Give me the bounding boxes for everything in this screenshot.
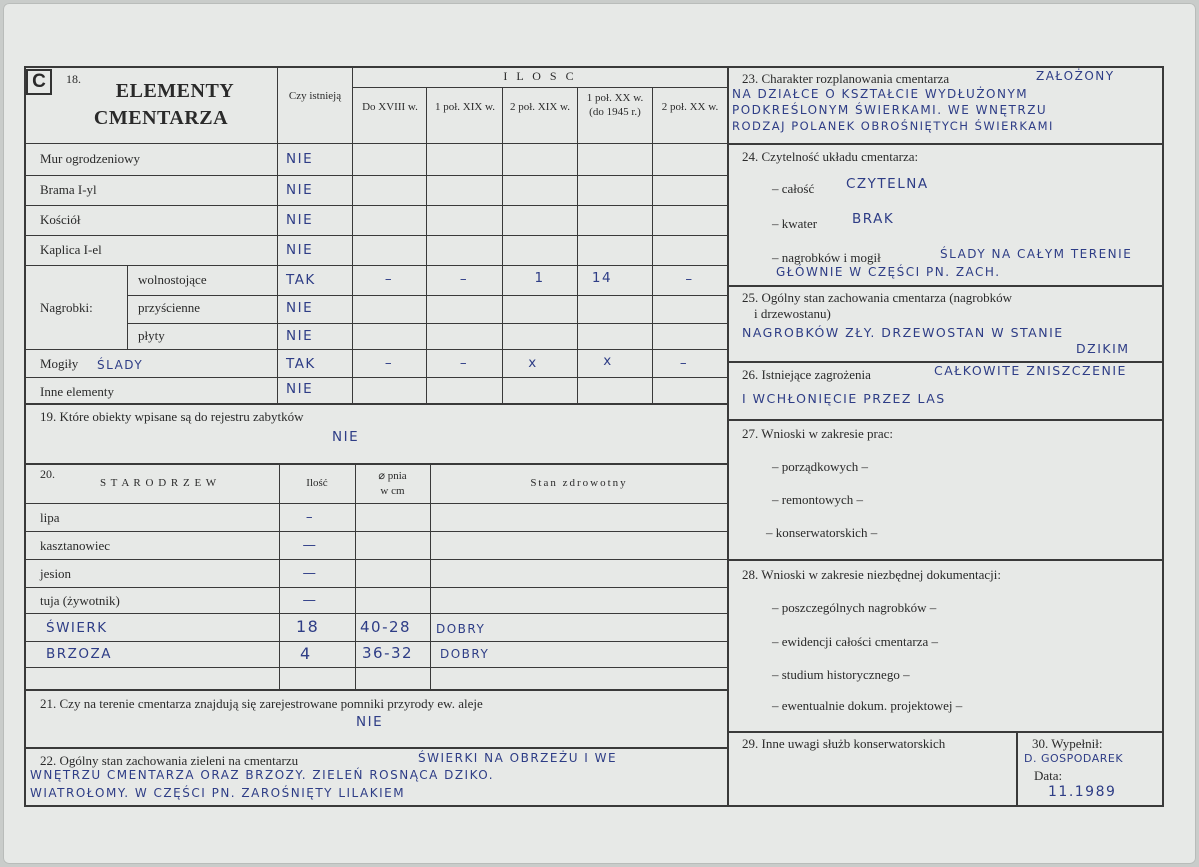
section-18-title: ELEMENTY — [115, 80, 235, 102]
tree-count: — — [302, 565, 318, 581]
section-22-text: WIATROŁOMY. W CZĘŚCI PN. ZAROŚNIĘTY LILAKIEM — [30, 786, 406, 800]
tree-count: – — [305, 509, 315, 525]
section-30-label: 30. Wypełnił: — [1032, 736, 1103, 751]
tree-name: ŚWIERK — [46, 620, 108, 636]
section-29-label: 29. Inne uwagi służb konserwatorskich — [742, 736, 946, 751]
legibility-value: GŁÓWNIE W CZĘŚCI PN. ZACH. — [776, 265, 1001, 279]
inne-exists: NIE — [286, 381, 314, 397]
section-22-label: 22. Ogólny stan zachowania zieleni na cmentarzu — [40, 753, 299, 768]
tree-diameter: 40-28 — [360, 618, 412, 636]
section-18-number: 18. — [66, 72, 81, 86]
element-label: Brama I-yl — [40, 182, 97, 197]
legibility-label: – nagrobków i mogił — [772, 250, 881, 265]
period-header: 2 poł. XX w. — [661, 101, 719, 113]
legibility-value: ŚLADY NA CAŁYM TERENIE — [940, 247, 1133, 261]
section-25-label: i drzewostanu) — [754, 306, 831, 321]
mogily-value: – — [679, 355, 689, 371]
period-header: Do XVIII w. — [362, 101, 418, 113]
period-header: 1 poł. XIX w. — [434, 101, 496, 113]
col-ilosc-header: I L O S C — [503, 69, 577, 83]
mogily-value: x — [528, 355, 538, 371]
nagrobki-type: płyty — [138, 328, 165, 343]
docs-item: – poszczególnych nagrobków – — [772, 600, 937, 615]
section-21-value: NIE — [356, 714, 384, 730]
mogily-value: x — [603, 353, 613, 369]
legibility-label: – kwater — [772, 216, 818, 231]
legibility-value: BRAK — [852, 211, 895, 227]
section-23-text: RODZAJ POLANEK OBROŚNIĘTYCH ŚWIERKAMI — [732, 119, 1054, 133]
works-item: – remontowych – — [772, 492, 863, 507]
element-exists: NIE — [286, 151, 314, 167]
nagrobki-type: przyścienne — [138, 300, 201, 315]
section-25-value: NAGROBKÓW ZŁY. DRZEWOSTAN W STANIE — [742, 325, 1064, 340]
element-exists: NIE — [286, 182, 314, 198]
section-23-text: ZAŁOŻONY — [1036, 69, 1115, 83]
element-exists: NIE — [286, 242, 314, 258]
works-item: – porządkowych – — [772, 459, 869, 474]
form-letter-box: C — [26, 69, 52, 95]
section-23-text: PODKREŚLONYM ŚWIERKAMI. WE WNĘTRZU — [732, 103, 1048, 117]
element-exists: NIE — [286, 212, 314, 228]
mogily-value: – — [384, 355, 394, 371]
nagrobki-value: – — [384, 271, 394, 287]
tree-name: kasztanowiec — [40, 538, 111, 553]
nagrobki-exists: TAK — [286, 272, 316, 288]
nagrobki-value: 14 — [591, 270, 613, 286]
element-label: Mur ogrodzeniowy — [40, 151, 141, 166]
legibility-value: CZYTELNA — [846, 176, 929, 192]
tree-health: DOBRY — [440, 647, 490, 661]
nagrobki-value: 1 — [534, 270, 545, 286]
mogily-label: Mogiły — [40, 356, 79, 371]
section-19-value: NIE — [332, 429, 360, 445]
filled-date: 11.1989 — [1048, 784, 1117, 800]
tree-count: — — [302, 592, 318, 608]
nagrobki-label: Nagrobki: — [40, 300, 93, 315]
section-27-label: 27. Wnioski w zakresie prac: — [742, 426, 894, 441]
section-25-value: DZIKIM — [1076, 341, 1130, 356]
section-20-number: 20. — [40, 467, 55, 481]
legibility-label: – całość — [772, 181, 815, 196]
section-19-label: 19. Które obiekty wpisane są do rejestru zabytków — [40, 409, 304, 424]
tree-diameter-header: w cm — [380, 485, 405, 497]
section-18-title-2: CMENTARZA — [93, 107, 229, 129]
filled-by-name: D. GOSPODAREK — [1024, 752, 1124, 765]
date-label: Data: — [1034, 768, 1063, 783]
mogily-note: ŚLADY — [97, 358, 144, 372]
inne-label: Inne elementy — [40, 384, 114, 399]
nagrobki-exists: NIE — [286, 300, 314, 316]
section-22-text: ŚWIERKI NA OBRZEŻU I WE — [418, 751, 618, 765]
section-24-label: 24. Czytelność układu cmentarza: — [742, 149, 919, 164]
nagrobki-value: – — [459, 271, 469, 287]
section-20-title: S T A R O D R Z E W — [100, 477, 218, 489]
tree-count: 18 — [296, 617, 320, 636]
tree-count: 4 — [300, 644, 312, 663]
section-23-label: 23. Charakter rozplanowania cmentarza — [742, 71, 950, 86]
docs-item: – studium historycznego – — [772, 667, 910, 682]
section-26-value: I WCHŁONIĘCIE PRZEZ LAS — [742, 391, 946, 406]
element-label: Kościół — [40, 212, 81, 227]
section-22-text: WNĘTRZU CMENTARZA ORAZ BRZOZY. ZIELEŃ ROSNĄCA DZIKO. — [30, 768, 495, 782]
docs-item: – ewidencji całości cmentarza – — [772, 634, 939, 649]
nagrobki-exists: NIE — [286, 328, 314, 344]
section-26-value: CAŁKOWITE ZNISZCZENIE — [934, 363, 1127, 378]
tree-health-header: Stan zdrowotny — [530, 477, 628, 489]
section-26-label: 26. Istniejące zagrożenia — [742, 367, 871, 382]
section-21-label: 21. Czy na terenie cmentarza znajdują się zarejestrowane pomniki przyrody ew. aleje — [40, 696, 483, 711]
nagrobki-type: wolnostojące — [138, 272, 207, 287]
tree-count: — — [302, 537, 318, 553]
tree-health: DOBRY — [436, 622, 486, 636]
mogily-value: – — [459, 355, 469, 371]
col-exists-header: Czy istnieją — [288, 90, 342, 102]
tree-count-header: Ilość — [306, 477, 328, 489]
section-28-label: 28. Wnioski w zakresie niezbędnej dokumentacji: — [742, 567, 1001, 582]
section-25-label: 25. Ogólny stan zachowania cmentarza (nagrobków — [742, 290, 1013, 305]
element-label: Kaplica I-el — [40, 242, 102, 257]
tree-name: tuja (żywotnik) — [40, 593, 120, 608]
mogily-exists: TAK — [286, 356, 316, 372]
section-23-text: NA DZIAŁCE O KSZTAŁCIE WYDŁUŻONYM — [732, 87, 1029, 101]
docs-item: – ewentualnie dokum. projektowej – — [772, 698, 963, 713]
period-header: 2 poł. XIX w. — [509, 101, 571, 113]
tree-diameter-header: ⌀ pnia — [378, 470, 407, 482]
works-item: – konserwatorskich – — [766, 525, 878, 540]
tree-name: jesion — [40, 566, 72, 581]
tree-name: lipa — [40, 510, 60, 525]
tree-diameter: 36-32 — [362, 644, 414, 662]
period-header: 1 poł. XX w. (do 1945 r.) — [586, 92, 644, 119]
nagrobki-value: – — [685, 271, 694, 287]
tree-name: BRZOZA — [46, 646, 112, 662]
